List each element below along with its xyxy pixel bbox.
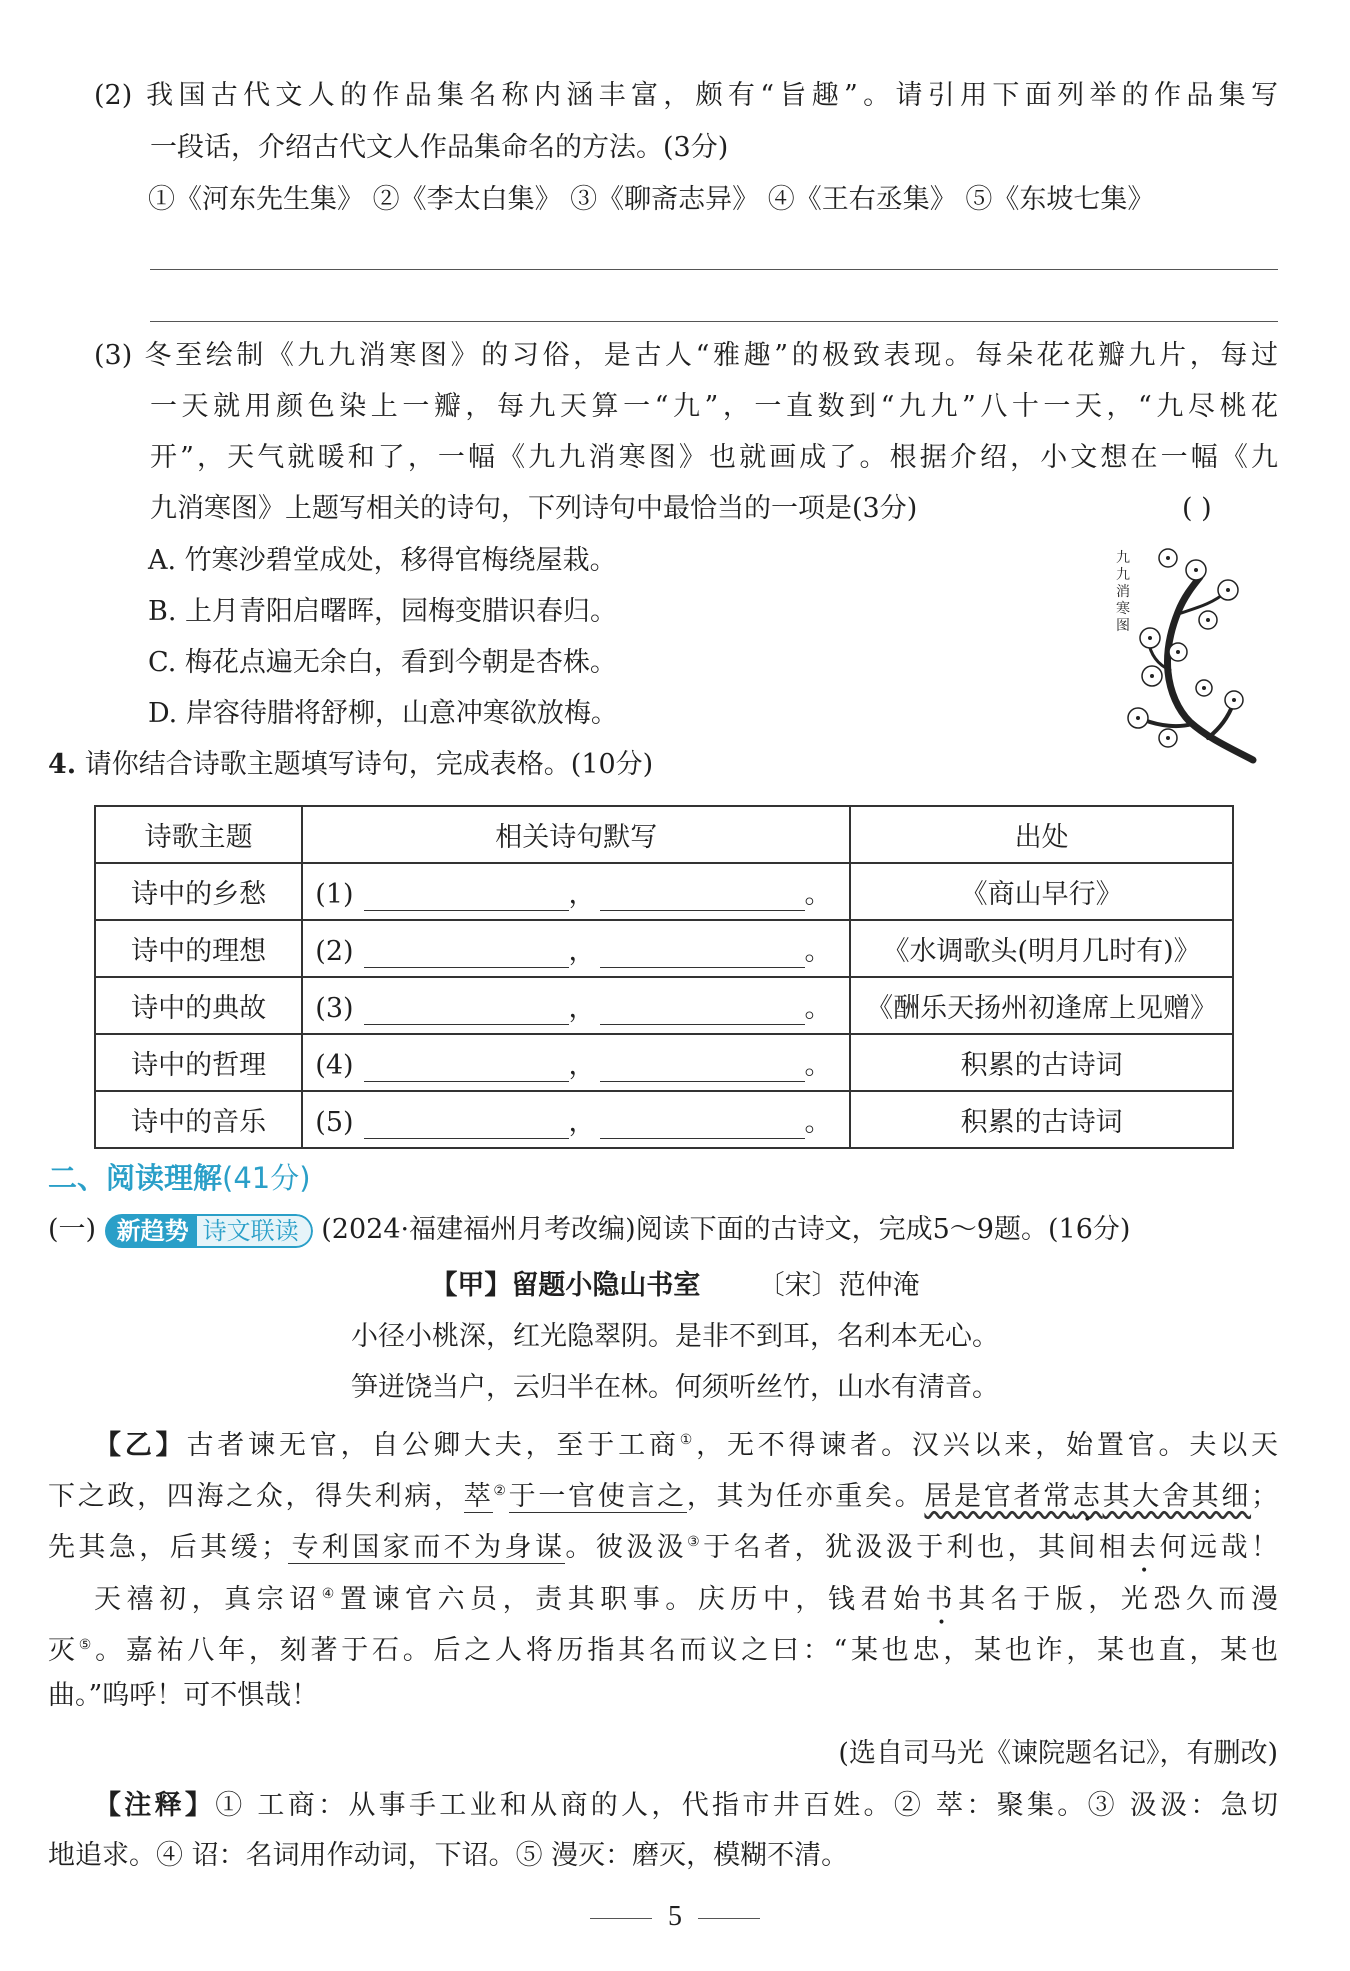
badge-new-trend: 新趋势 [105, 1214, 197, 1248]
q4-number: 4. [48, 749, 77, 780]
part-intro [48, 1210, 1130, 1250]
prose-line-5 [48, 1625, 1278, 1671]
option-a[interactable]: A. 竹寒沙碧堂成处，移得官梅绕屋栽。 [148, 545, 617, 576]
q3-line-2: 一天就用颜色染上一瓣，每九天算一“九”，一直数到“九九”八十一天，“九尽桃花 [150, 391, 1278, 422]
dotted-word: 书 [925, 1584, 959, 1615]
notes-text: ① 工商：从事手工业和从商的人，代指市井百姓。② 萃：聚集。③ 汲汲：急切 [215, 1790, 1279, 1821]
row-theme: 诗中的音乐 [95, 1091, 302, 1148]
underlined-sentence: 专利国家而不为身谋 [288, 1532, 566, 1563]
notes-label: 【注释】 [94, 1790, 216, 1821]
poem-title: 【甲】留题小隐山书室 [430, 1270, 701, 1301]
period: 。 [804, 993, 832, 1024]
verse-blank-2[interactable] [600, 996, 805, 1025]
comma: ， [568, 879, 596, 910]
table-row [95, 977, 1233, 1034]
verse-blank-1[interactable] [364, 996, 569, 1025]
prose-line-3 [48, 1522, 1278, 1579]
prose-text: ，其为任亦重矣。 [686, 1481, 925, 1512]
poem-line-1: 小径小桃深，红光隐翠阴。是非不到耳，名利本无心。 [351, 1321, 999, 1352]
plum-blossom-illustration [1108, 542, 1258, 764]
prose-text: 其名于版，光恐久而漫 [958, 1584, 1278, 1615]
prose-text: ，无不得谏者。汉兴以来，始置官。夫以天 [696, 1430, 1279, 1461]
table-row [95, 863, 1233, 920]
prose-text: 天禧初，真宗诏 [94, 1584, 322, 1615]
row-verse-cell [302, 977, 850, 1034]
page-number: 5 [668, 1901, 682, 1932]
prose-source: (选自司马光《谏院题名记》，有删改) [838, 1738, 1278, 1769]
verse-blank-2[interactable] [600, 1110, 805, 1139]
divider [698, 1918, 760, 1919]
notes-line-2: 地追求。④ 诏：名词用作动词，下诏。⑤ 漫灭：磨灭，模糊不清。 [48, 1840, 849, 1871]
verse-blank-2[interactable] [600, 1053, 805, 1082]
prose-text: ； [1251, 1481, 1279, 1512]
q2-line-2: 一段话，介绍古代文人作品集命名的方法。(3分) [150, 132, 729, 163]
section-score: (41分) [222, 1161, 311, 1195]
underlined-word: 萃 [463, 1481, 494, 1512]
prose-line-2 [48, 1471, 1278, 1528]
underlined-phrase: 于一官使言之 [508, 1481, 687, 1512]
prose-text: 于名者，犹汲汲于利也，其间相 [703, 1532, 1130, 1563]
row-verse-cell [302, 863, 850, 920]
prose-line-4 [94, 1574, 1278, 1631]
section-heading [48, 1158, 311, 1198]
footnote-ref: ① [679, 1432, 697, 1448]
prose-text: 灭 [48, 1635, 79, 1666]
badge-poem-prose: 诗文联读 [197, 1214, 313, 1248]
footnote-ref: ④ [321, 1586, 340, 1602]
prose-text: 置谏官六员，责其职事。庆历中，钱君始 [339, 1584, 926, 1615]
poetry-table [94, 805, 1234, 1149]
answer-paren[interactable]: ( ) [1182, 493, 1212, 524]
row-verse-cell [302, 1034, 850, 1091]
option-b[interactable]: B. 上月青阳启曙晖，园梅变腊识春归。 [148, 596, 618, 627]
comma: ， [568, 1050, 596, 1081]
header-theme: 诗歌主题 [95, 806, 302, 863]
q2-line-1: (2) 我国古代文人的作品集名称内涵丰富，颇有“旨趣”。请引用下面列举的作品集写 [94, 80, 1278, 111]
row-verse-cell [302, 920, 850, 977]
row-theme: 诗中的理想 [95, 920, 302, 977]
row-source: 《水调歌头(明月几时有)》 [850, 920, 1233, 977]
row-source: 《商山早行》 [850, 863, 1233, 920]
poem-author: 〔宋〕范仲淹 [757, 1270, 920, 1301]
table-header-row [95, 806, 1233, 863]
header-source: 出处 [850, 806, 1233, 863]
row-theme: 诗中的典故 [95, 977, 302, 1034]
notes-line-1 [94, 1786, 1278, 1826]
verse-blank-1[interactable] [364, 882, 569, 911]
prose-label: 【乙】 [94, 1430, 187, 1461]
row-source: 积累的古诗词 [850, 1091, 1233, 1148]
table-row [95, 920, 1233, 977]
row-number: (4) [315, 1050, 354, 1081]
option-d[interactable]: D. 岸容待腊将舒柳，山意冲寒欲放梅。 [148, 698, 618, 729]
row-number: (5) [315, 1107, 354, 1138]
dotted-word: 志 [1072, 1481, 1103, 1512]
wavy-underlined-phrase: 居是官者常 [924, 1481, 1073, 1512]
table-row [95, 1034, 1233, 1091]
illustration-caption: 九九消寒图 [1116, 550, 1130, 634]
footnote-ref: ③ [687, 1534, 704, 1550]
row-verse-cell [302, 1091, 850, 1148]
period: 。 [804, 936, 832, 967]
prose-text: 。彼汲汲 [565, 1532, 688, 1563]
q3-line-4: 九消寒图》上题写相关的诗句，下列诗句中最恰当的一项是(3分) [150, 493, 918, 524]
q4-heading [48, 745, 653, 785]
comma: ， [568, 993, 596, 1024]
row-source: 《酬乐天扬州初逢席上见赠》 [850, 977, 1233, 1034]
plum-branch-icon [1108, 542, 1258, 764]
prose-text: 下之政，四海之众，得失利病， [48, 1481, 464, 1512]
row-number: (2) [315, 936, 354, 967]
wavy-underlined-phrase: 其大舍其细 [1102, 1481, 1252, 1512]
poem-title-line [0, 1266, 1350, 1306]
table-row [95, 1091, 1233, 1148]
period: 。 [804, 879, 832, 910]
q2-options: ①《河东先生集》 ②《李太白集》 ③《聊斋志异》 ④《王右丞集》 ⑤《东坡七集》 [148, 184, 1155, 215]
part-prefix: (一) [48, 1214, 97, 1245]
row-number: (1) [315, 879, 354, 910]
section-title: 二、阅读理解 [48, 1161, 223, 1195]
trend-badge [105, 1214, 313, 1248]
answer-line-2[interactable] [150, 321, 1278, 322]
verse-blank-1[interactable] [364, 939, 569, 968]
prose-text: 先其急，后其缓； [48, 1532, 289, 1563]
dotted-word: 去 [1129, 1532, 1160, 1563]
part-instruction: (2024·福建福州月考改编)阅读下面的古诗文，完成5～9题。(16分) [321, 1214, 1131, 1245]
prose-line-1 [94, 1420, 1278, 1466]
prose-line-6: 曲。”呜呼！可不惧哉！ [48, 1680, 319, 1711]
row-theme: 诗中的乡愁 [95, 863, 302, 920]
period: 。 [804, 1050, 832, 1081]
row-source: 积累的古诗词 [850, 1034, 1233, 1091]
comma: ， [568, 936, 596, 967]
verse-blank-2[interactable] [600, 882, 805, 911]
comma: ， [568, 1107, 596, 1138]
header-verses: 相关诗句默写 [302, 806, 850, 863]
footnote-ref: ⑤ [78, 1637, 96, 1653]
period: 。 [804, 1107, 832, 1138]
verse-blank-2[interactable] [600, 939, 805, 968]
option-c[interactable]: C. 梅花点遍无余白，看到今朝是杏株。 [148, 647, 617, 678]
row-number: (3) [315, 993, 354, 1024]
poem-line-2: 笋迸饶当户，云归半在林。何须听丝竹，山水有清音。 [351, 1372, 999, 1403]
prose-text: 古者谏无官，自公卿大夫，至于工商 [186, 1430, 680, 1461]
verse-blank-1[interactable] [364, 1053, 569, 1082]
footnote-ref: ② [493, 1483, 509, 1499]
q4-text: 请你结合诗歌主题填写诗句，完成表格。(10分) [84, 749, 654, 780]
prose-text: 。嘉祐八年，刻著于石。后之人将历指其名而议之曰：“某也忠，某也诈，某也直，某也 [95, 1635, 1278, 1666]
verse-blank-1[interactable] [364, 1110, 569, 1139]
page-number-footer [0, 1897, 1350, 1937]
q3-line-3: 开”，天气就暖和了，一幅《九九消寒图》也就画成了。根据介绍，小文想在一幅《九 [150, 442, 1278, 473]
row-theme: 诗中的哲理 [95, 1034, 302, 1091]
q3-line-1: (3) 冬至绘制《九九消寒图》的习俗，是古人“雅趣”的极致表现。每朵花花瓣九片，每过 [94, 340, 1278, 371]
divider [590, 1918, 652, 1919]
answer-line-1[interactable] [150, 269, 1278, 270]
prose-text: 何远哉！ [1159, 1532, 1279, 1563]
